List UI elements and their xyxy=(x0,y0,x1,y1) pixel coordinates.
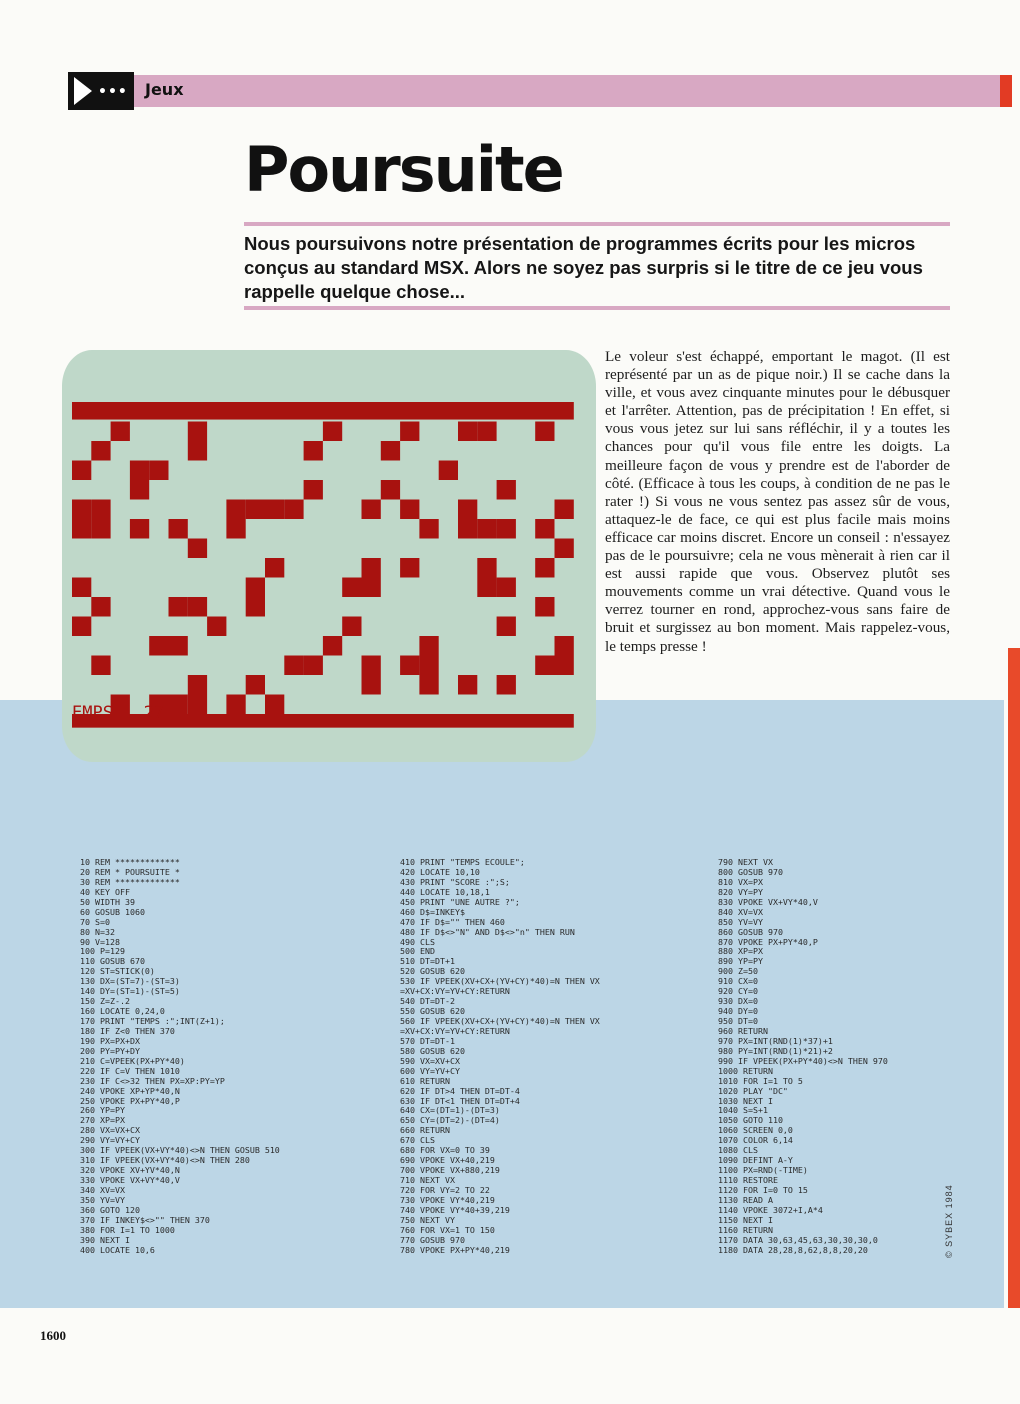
maze-block xyxy=(91,656,110,676)
maze-block xyxy=(555,539,574,559)
listing-line: 850 YV=VY xyxy=(718,916,763,927)
listing-line: 110 GOSUB 670 xyxy=(80,956,145,967)
listing-line: 600 VY=YV+CY xyxy=(400,1065,460,1076)
listing-line: 1100 PX=RND(-TIME) xyxy=(718,1165,808,1176)
listing-line: 1130 READ A xyxy=(718,1194,773,1205)
listing-line: 180 IF Z<0 THEN 370 xyxy=(80,1025,175,1036)
maze-block xyxy=(477,558,496,578)
listing-line: 380 FOR I=1 TO 1000 xyxy=(80,1224,175,1235)
maze-block xyxy=(188,422,207,442)
listing-line: 1040 S=S+1 xyxy=(718,1105,768,1116)
maze-block xyxy=(284,500,303,520)
listing-line: 1070 COLOR 6,14 xyxy=(718,1135,793,1146)
listing-line: 210 C=VPEEK(PX+PY*40) xyxy=(80,1055,185,1066)
listing-line: 460 D$=INKEY$ xyxy=(400,906,465,917)
listing-line: 640 CX=(DT=1)-(DT=3) xyxy=(400,1105,500,1116)
maze-block xyxy=(72,617,91,637)
listing-line: 140 DY=(ST=1)-(ST=5) xyxy=(80,986,180,997)
listing-line: 300 IF VPEEK(VX+VY*40)<>N THEN GOSUB 510 xyxy=(80,1145,280,1156)
maze-block xyxy=(91,597,110,617)
maze-block xyxy=(400,422,419,442)
maze-block xyxy=(246,500,265,520)
listing-line: 340 XV=VX xyxy=(80,1184,125,1195)
listing-line: 240 VPOKE XP+YP*40,N xyxy=(80,1085,180,1096)
maze-block xyxy=(535,422,554,442)
listing-line: 1030 NEXT I xyxy=(718,1095,773,1106)
maze-block xyxy=(188,695,207,715)
listing-line: 1110 RESTORE xyxy=(718,1175,778,1185)
listing-line: 430 PRINT "SCORE :";S; xyxy=(400,876,510,887)
listing-line: 790 NEXT VX xyxy=(718,857,773,867)
maze-block xyxy=(555,656,574,676)
section-label: Jeux xyxy=(145,80,184,99)
maze-block xyxy=(72,519,91,539)
listing-line: 810 VX=PX xyxy=(718,876,763,887)
listing-line: 30 REM ************* xyxy=(80,876,180,887)
maze-block xyxy=(130,480,149,500)
maze-block xyxy=(497,519,516,539)
listing-line: 950 DT=0 xyxy=(718,1016,758,1026)
listing-line: 470 IF D$="" THEN 460 xyxy=(400,916,505,927)
listing-line: 550 GOSUB 620 xyxy=(400,1006,465,1017)
maze-block xyxy=(362,578,381,598)
timer-readout: EMPS : 27 xyxy=(72,703,165,723)
game-screenshot xyxy=(62,350,596,762)
maze-block xyxy=(265,500,284,520)
maze-block xyxy=(284,656,303,676)
listing-line: 740 VPOKE VY*40+39,219 xyxy=(400,1204,510,1215)
listing-line: 370 IF INKEY$<>"" THEN 370 xyxy=(80,1214,210,1225)
listing-line: 590 VX=XV+CX xyxy=(400,1055,460,1066)
listing-line: 970 PX=INT(RND(1)*37)+1 xyxy=(718,1035,833,1046)
maze-block xyxy=(362,656,381,676)
listing-line: 680 FOR VX=0 TO 39 xyxy=(400,1145,490,1156)
maze-block xyxy=(439,461,458,481)
bottom-rule xyxy=(244,306,950,310)
listing-line: 830 VPOKE VX+VY*40,V xyxy=(718,896,818,907)
listing-line: =XV+CX:VY=YV+CY:RETURN xyxy=(400,986,510,997)
listing-line: 650 CY=(DT=2)-(DT=4) xyxy=(400,1115,500,1126)
listing-line: 20 REM * POURSUITE * xyxy=(80,866,180,877)
side-tab xyxy=(1008,648,1020,1308)
listing-line: 250 VPOKE PX+PY*40,P xyxy=(80,1095,180,1106)
article-intro: Nous poursuivons notre présentation de programmes écrits pour les micros conçus au standard MSX. Alors ne soyez pas surpris si le titre de ce jeu vous rappelle quelque chose... xyxy=(244,233,923,302)
maze-block xyxy=(342,578,361,598)
maze-block xyxy=(72,578,91,598)
listing-line: 610 RETURN xyxy=(400,1075,450,1086)
maze-block xyxy=(419,636,438,656)
listing-line: 1140 VPOKE 3072+I,A*4 xyxy=(718,1204,823,1215)
maze-block xyxy=(381,480,400,500)
maze-block xyxy=(458,675,477,695)
listing-line: 500 END xyxy=(400,946,435,957)
listing-line: 520 GOSUB 620 xyxy=(400,966,465,977)
maze-block xyxy=(362,558,381,578)
listing-line: 150 Z=Z-.2 xyxy=(80,996,130,1007)
listing-line: 930 DX=0 xyxy=(718,996,758,1007)
maze-block xyxy=(226,500,245,520)
listing-line: 700 VPOKE VX+880,219 xyxy=(400,1165,500,1176)
maze-block xyxy=(91,519,110,539)
listing-line: 670 CLS xyxy=(400,1135,435,1146)
maze-block xyxy=(91,500,110,520)
maze-block xyxy=(400,558,419,578)
maze-block xyxy=(207,617,226,637)
maze-block xyxy=(555,636,574,656)
listing-line: 860 GOSUB 970 xyxy=(718,926,783,937)
listing-line: 280 VX=VX+CX xyxy=(80,1125,140,1136)
maze-block xyxy=(323,422,342,442)
listing-line: 410 PRINT "TEMPS ECOULE"; xyxy=(400,857,525,867)
listing-line: 570 DT=DT-1 xyxy=(400,1035,455,1046)
listing-line: 1060 SCREEN 0,0 xyxy=(718,1125,793,1136)
listing-line: 330 VPOKE VX+VY*40,V xyxy=(80,1175,180,1185)
maze-block xyxy=(304,656,323,676)
maze-block xyxy=(555,500,574,520)
listing-line: 940 DY=0 xyxy=(718,1006,758,1017)
maze-block xyxy=(477,578,496,598)
listing-line: 1120 FOR I=0 TO 15 xyxy=(718,1184,808,1195)
listing-line: 980 PY=INT(RND(1)*21)+2 xyxy=(718,1045,833,1056)
maze-block xyxy=(226,519,245,539)
listing-line: 1150 NEXT I xyxy=(718,1214,773,1225)
listing-line: 200 PY=PY+DY xyxy=(80,1045,140,1056)
maze-block xyxy=(362,500,381,520)
maze-block xyxy=(226,695,245,715)
maze-block xyxy=(188,441,207,461)
listing-column-3 xyxy=(718,858,888,1256)
article-body: Le voleur s'est échappé, emportant le magot. (Il est représenté par un as de pique noir.) Il se cache dans la ville, et vous avez cinquante minutes pour le débusquer et l'arrêter. Attention, pas de précipitation ! En effet, si vous vous jetez sur lui sans réfléchir, il y a toutes les chances pour qu'il vous file entre les doigts. La meilleure façon de vous y prendre est de l'aborder de côté. (Efficace à tous les coups, à condition de ne pas le rater !) Si vous ne vous sentez pas assez sûr de vous, attaquez-le de face, ce qui est plus facile mais moins efficace car moins discret. Encore un conseil : n'essayez pas de le poursuivre; cela ne vous mènerait à rien car il est aussi rapide que vous. Observez plutôt ses mouvements comme un vrai détective. Quand vous le verrez tourner en rond, approchez-vous sans faire de bruit et surgissez au bon moment. Mais rappelez-vous, le temps presse ! xyxy=(605,348,950,655)
maze-block xyxy=(246,597,265,617)
listing-line: 70 S=0 xyxy=(80,916,110,927)
listing-line: 990 IF VPEEK(PX+PY*40)<>N THEN 970 xyxy=(718,1055,888,1066)
listing-line: 910 CX=0 xyxy=(718,976,758,987)
listing-line: 1050 GOTO 110 xyxy=(718,1115,783,1126)
listing-line: 1080 CLS xyxy=(718,1145,758,1156)
listing-line: 1180 DATA 28,28,8,62,8,8,20,20 xyxy=(718,1244,868,1255)
maze-block xyxy=(149,461,168,481)
arrow-icon xyxy=(74,77,92,105)
listing-line: 710 NEXT VX xyxy=(400,1175,455,1185)
listing-line: 960 RETURN xyxy=(718,1025,768,1036)
listing-line: 450 PRINT "UNE AUTRE ?"; xyxy=(400,896,520,907)
maze-block xyxy=(535,558,554,578)
maze-block xyxy=(362,675,381,695)
maze-block xyxy=(246,578,265,598)
maze-block xyxy=(169,597,188,617)
listing-line: 310 IF VPEEK(VX+VY*40)<>N THEN 280 xyxy=(80,1155,250,1166)
listing-line: 260 YP=PY xyxy=(80,1105,125,1116)
maze-top-wall xyxy=(72,402,574,420)
listing-line: 120 ST=STICK(0) xyxy=(80,966,155,977)
listing-line: 1000 RETURN xyxy=(718,1065,773,1076)
dots-icon: ••• xyxy=(98,84,128,100)
maze-block xyxy=(458,519,477,539)
maze-block xyxy=(477,422,496,442)
listing-line: 560 IF VPEEK(XV+CX+(YV+CY)*40)=N THEN VX xyxy=(400,1016,600,1026)
maze-block xyxy=(497,617,516,637)
listing-line: 720 FOR VY=2 TO 22 xyxy=(400,1184,490,1195)
listing-line: 320 VPOKE XV+YV*40,N xyxy=(80,1165,180,1176)
maze-block xyxy=(265,695,284,715)
listing-line: 820 VY=PY xyxy=(718,886,763,897)
listing-line: 90 V=128 xyxy=(80,936,120,947)
listing-column-2 xyxy=(400,858,600,1256)
listing-line: 290 VY=VY+CY xyxy=(80,1135,140,1146)
listing-line: 630 IF DT<1 THEN DT=DT+4 xyxy=(400,1095,520,1106)
listing-line: 170 PRINT "TEMPS :";INT(Z+1); xyxy=(80,1016,225,1026)
maze-block xyxy=(381,441,400,461)
listing-line: 770 GOSUB 970 xyxy=(400,1234,465,1245)
listing-line: 1020 PLAY "DC" xyxy=(718,1085,788,1096)
maze-block xyxy=(497,578,516,598)
listing-line: =XV+CX:VY=YV+CY:RETURN xyxy=(400,1025,510,1036)
top-rule xyxy=(244,222,950,226)
listing-line: 760 FOR VX=1 TO 150 xyxy=(400,1224,495,1235)
listing-line: 730 VPOKE VY*40,219 xyxy=(400,1194,495,1205)
listing-line: 60 GOSUB 1060 xyxy=(80,906,145,917)
maze-block xyxy=(130,461,149,481)
listing-line: 400 LOCATE 10,6 xyxy=(80,1244,155,1255)
page-number: 1600 xyxy=(40,1328,66,1343)
listing-line: 840 XV=VX xyxy=(718,906,763,917)
listing-line: 620 IF DT>4 THEN DT=DT-4 xyxy=(400,1085,520,1096)
maze-block xyxy=(130,519,149,539)
maze-block xyxy=(169,636,188,656)
maze-block xyxy=(400,500,419,520)
maze-block xyxy=(304,480,323,500)
maze-block xyxy=(169,695,188,715)
maze-block xyxy=(342,617,361,637)
listing-line: 490 CLS xyxy=(400,936,435,947)
listing-line: 160 LOCATE 0,24,0 xyxy=(80,1006,165,1017)
maze-block xyxy=(497,480,516,500)
maze-block xyxy=(458,500,477,520)
listing-line: 660 RETURN xyxy=(400,1125,450,1136)
maze-block xyxy=(535,656,554,676)
listing-column-1 xyxy=(80,858,280,1256)
listing-line: 40 KEY OFF xyxy=(80,886,130,897)
listing-line: 100 P=129 xyxy=(80,946,125,957)
listing-line: 270 XP=PX xyxy=(80,1115,125,1126)
listing-line: 510 DT=DT+1 xyxy=(400,956,455,967)
maze-block xyxy=(419,656,438,676)
listing-line: 360 GOTO 120 xyxy=(80,1204,140,1215)
listing-line: 690 VPOKE VX+40,219 xyxy=(400,1155,495,1166)
copyright-notice: © SYBEX 1984 xyxy=(944,1184,954,1258)
listing-line: 880 XP=PX xyxy=(718,946,763,957)
listing-line: 530 IF VPEEK(XV+CX+(YV+CY)*40)=N THEN VX xyxy=(400,976,600,987)
maze-block xyxy=(72,500,91,520)
corner-tab xyxy=(1000,75,1012,107)
maze-block xyxy=(188,675,207,695)
listing-line: 190 PX=PX+DX xyxy=(80,1035,140,1046)
listing-line: 130 DX=(ST=7)-(ST=3) xyxy=(80,976,180,987)
listing-line: 10 REM ************* xyxy=(80,857,180,867)
listing-line: 1010 FOR I=1 TO 5 xyxy=(718,1075,803,1086)
maze-block xyxy=(477,519,496,539)
listing-line: 890 YP=PY xyxy=(718,956,763,967)
listing-line: 1170 DATA 30,63,45,63,30,30,30,0 xyxy=(718,1234,878,1245)
listing-line: 80 N=32 xyxy=(80,926,115,937)
listing-line: 580 GOSUB 620 xyxy=(400,1045,465,1056)
game-grid xyxy=(62,350,596,762)
listing-line: 920 CY=0 xyxy=(718,986,758,997)
maze-block xyxy=(400,656,419,676)
maze-block xyxy=(188,597,207,617)
maze-block xyxy=(111,422,130,442)
listing-line: 480 IF D$<>"N" AND D$<>"n" THEN RUN xyxy=(400,926,575,937)
article-title: Poursuite xyxy=(244,133,563,206)
listing-line: 420 LOCATE 10,10 xyxy=(400,866,480,877)
maze-block xyxy=(188,539,207,559)
listing-line: 220 IF C=V THEN 1010 xyxy=(80,1065,180,1076)
listing-line: 1160 RETURN xyxy=(718,1224,773,1235)
listing-line: 780 VPOKE PX+PY*40,219 xyxy=(400,1244,510,1255)
listing-line: 900 Z=50 xyxy=(718,966,758,977)
listing-line: 230 IF C<>32 THEN PX=XP:PY=YP xyxy=(80,1075,225,1086)
header-band xyxy=(68,75,1012,107)
listing-line: 440 LOCATE 10,18,1 xyxy=(400,886,490,897)
listing-line: 800 GOSUB 970 xyxy=(718,866,783,877)
maze-block xyxy=(458,422,477,442)
maze-block xyxy=(149,636,168,656)
maze-block xyxy=(169,519,188,539)
maze-block xyxy=(72,461,91,481)
maze-block xyxy=(323,636,342,656)
listing-line: 390 NEXT I xyxy=(80,1234,130,1245)
maze-block xyxy=(265,558,284,578)
section-logo xyxy=(68,72,134,110)
listing-line: 870 VPOKE PX+PY*40,P xyxy=(718,936,818,947)
maze-block xyxy=(91,441,110,461)
listing-line: 50 WIDTH 39 xyxy=(80,896,135,907)
maze-block xyxy=(419,519,438,539)
maze-block xyxy=(419,675,438,695)
maze-block xyxy=(246,675,265,695)
maze-block xyxy=(304,441,323,461)
listing-line: 1090 DEFINT A-Y xyxy=(718,1155,793,1166)
listing-line: 540 DT=DT-2 xyxy=(400,996,455,1007)
listing-line: 750 NEXT VY xyxy=(400,1214,455,1225)
listing-line: 350 YV=VY xyxy=(80,1194,125,1205)
maze-block xyxy=(535,597,554,617)
maze-block xyxy=(535,519,554,539)
maze-block xyxy=(497,675,516,695)
